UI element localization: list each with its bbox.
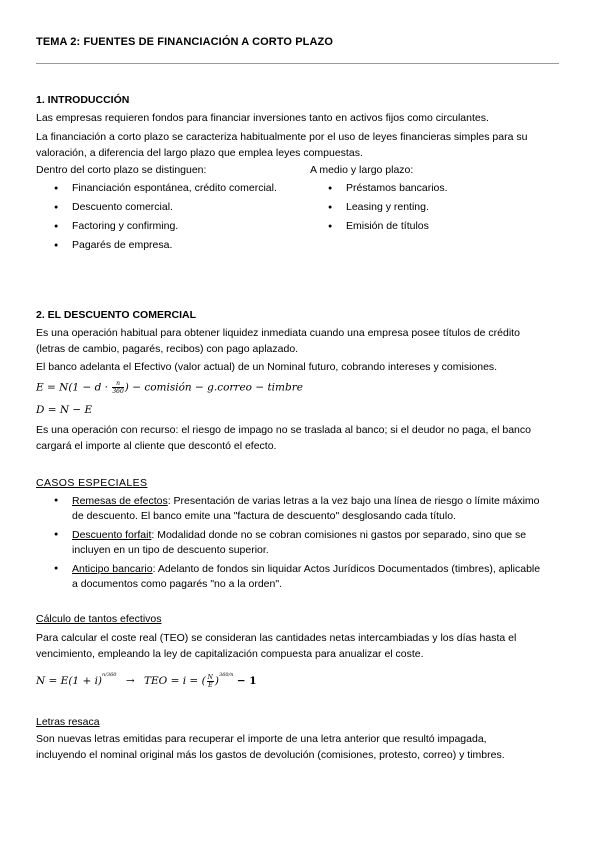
list-item: ● Emisión de títulos (310, 217, 448, 236)
resaca-heading: Letras resaca (36, 716, 100, 728)
list-item: ● Descuento comercial. (36, 198, 277, 217)
descuento-paragraph-2: El banco adelanta el Efectivo (valor actual) de un Nominal futuro, cobrando intereses y comisiones. (36, 361, 498, 373)
list-item: ● Préstamos bancarios. (310, 179, 448, 198)
casos-heading: CASOS ESPECIALES (36, 477, 148, 489)
short-term-list (36, 179, 277, 255)
short-term-label: Dentro del corto plazo se distinguen: (36, 164, 207, 176)
list-item: ● Factoring y confirming. (36, 217, 277, 236)
long-term-label: A medio y largo plazo: (310, 164, 414, 176)
casos-list (36, 494, 546, 596)
list-item: ● Descuento forfait: Modalidad donde no se cobran comisiones ni gastos por separado, sino que se incluyen en un tipo de descuento superior. (36, 528, 546, 557)
list-item: ● Leasing y renting. (310, 198, 448, 217)
formula-efectivo: E = N(1 − d · $\frac{n}{360}$ ) − comisión − g.correo − timbre (36, 380, 303, 395)
descuento-heading: 2. EL DESCUENTO COMERCIAL (36, 309, 197, 321)
list-item: ● Pagarés de empresa. (36, 236, 277, 255)
descuento-paragraph-1: Es una operación habitual para obtener liquidez inmediata cuando una empresa posee títulos de crédito (letras de cambio, pagarés, recibos) con pago aplazado. (36, 327, 520, 355)
intro-paragraph-1: Las empresas requieren fondos para financiar inversiones tanto en activos fijos como circulantes. (36, 112, 489, 124)
tantos-paragraph: Para calcular el coste real (TEO) se consideran las cantidades netas intercambiadas y los días hasta el vencimiento, empleando la ley de capitalización compuesta para anualizar el coste. (36, 632, 517, 660)
intro-heading: 1. INTRODUCCIÓN (36, 94, 130, 106)
formula-descuento: D = N − E (36, 404, 93, 416)
list-item: ● Anticipo bancario: Adelanto de fondos sin liquidar Actos Jurídicos Documentados (timbres), aplicable a documentos como pagarés "no a la orden". (36, 562, 546, 591)
intro-paragraph-2: La financiación a corto plazo se caracteriza habitualmente por el uso de leyes financieras simples para su valoración, a diferencia del largo plazo que emplea leyes compuestas. (36, 131, 528, 159)
descuento-paragraph-3: Es una operación con recurso: el riesgo de impago no se traslada al banco; si el deudor no paga, el banco cargará el importe al cliente que descontó el efecto. (36, 424, 531, 452)
long-term-list (310, 179, 448, 236)
resaca-paragraph: Son nuevas letras emitidas para recuperar el importe de una letra anterior que resultó impagada, incluyendo el nominal original más los gastos de devolución (comisiones, protesto, correo) y timbres. (36, 733, 505, 761)
formula-teo: $N = E(1 + i)^{n/360}$ → TEO = i = ( $\frac{N}{E}$ )$^{360/n}$ − 1 (36, 672, 257, 689)
title-divider (36, 63, 559, 64)
page-title: TEMA 2: FUENTES DE FINANCIACIÓN A CORTO PLAZO (36, 36, 334, 48)
list-item: ● Remesas de efectos: Presentación de varias letras a la vez bajo una línea de riesgo o límite máximo de descuento. El banco emite una "factura de descuento" desglosando cada título. (36, 494, 546, 523)
tantos-heading: Cálculo de tantos efectivos (36, 613, 162, 625)
list-item: ● Financiación espontánea, crédito comercial. (36, 179, 277, 198)
